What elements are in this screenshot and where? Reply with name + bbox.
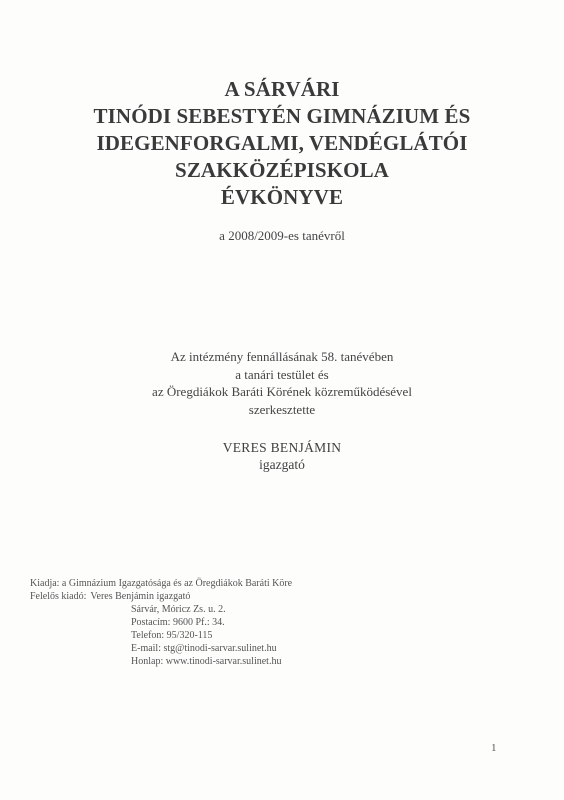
- editor-name: VERES BENJÁMIN: [222, 440, 342, 455]
- title-line: TINÓDI SEBESTYÉN GIMNÁZIUM ÉS: [93, 104, 471, 128]
- address-line: Sárvár, Móricz Zs. u. 2.: [131, 604, 226, 615]
- editor-block: [0, 439, 564, 473]
- responsible-publisher-row: [30, 590, 292, 603]
- editorial-statement: [0, 348, 564, 418]
- email-line: E-mail: stg@tinodi-sarvar.sulinet.hu: [131, 643, 277, 654]
- title-line: IDEGENFORGALMI, VENDÉGLÁTÓI: [96, 131, 468, 155]
- title-line: SZAKKÖZÉPISKOLA: [175, 158, 389, 182]
- website-line: Honlap: www.tinodi-sarvar.sulinet.hu: [131, 656, 282, 667]
- yearbook-title: [0, 76, 564, 211]
- statement-line: az Öregdiákok Baráti Körének közreműködésével: [152, 384, 412, 399]
- school-year-subtitle: a 2008/2009-es tanévről: [219, 228, 345, 243]
- statement-line: a tanári testület és: [235, 366, 329, 382]
- responsible-line: Veres Benjámin igazgató: [90, 591, 191, 602]
- title-line: A SÁRVÁRI: [224, 77, 340, 101]
- statement-line: Az intézmény fennállásának 58. tanévében: [170, 349, 394, 364]
- phone-line: Telefon: 95/320-115: [131, 630, 213, 641]
- imprint: [30, 577, 292, 668]
- title-line: ÉVKÖNYVE: [220, 185, 344, 209]
- page-number: 1: [491, 742, 497, 754]
- editor-role: igazgató: [259, 457, 305, 472]
- postal-line: Postacím: 9600 Pf.: 34.: [131, 617, 225, 628]
- statement-line: szerkesztette: [248, 401, 316, 417]
- responsible-label: Felelős kiadó:: [30, 591, 87, 602]
- publisher-line: Kiadja: a Gimnázium Igazgatósága és az Öregdiákok Baráti Köre: [30, 578, 293, 589]
